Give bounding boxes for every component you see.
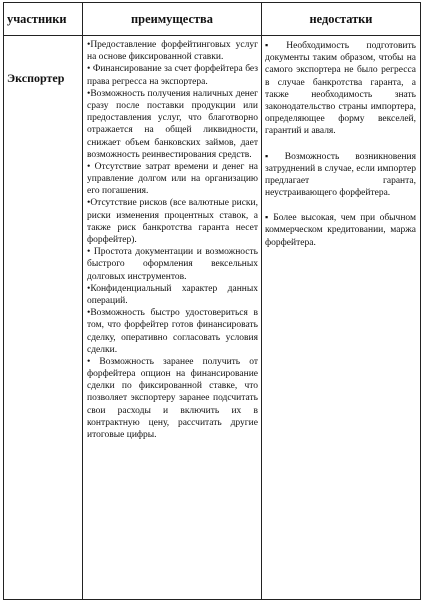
advantage-item: • Простота документации и возможность быстрого оформления вексельных долговых инструментов. <box>87 247 258 282</box>
square-bullet-icon <box>265 152 285 162</box>
disadvantage-item <box>265 150 416 200</box>
advantage-item: • Финансирование за счет форфейтера без права регресса на экспортера. <box>87 64 258 87</box>
header-advantages: преимущества <box>83 3 262 36</box>
advantage-item: • Отсутствие затрат времени и денег на управление долгом или на организацию его погашения. <box>87 161 258 197</box>
disadvantage-text: Необходимость подготовить документы таким образом, чтобы на самого экспортера не было регресса в случае банкротства гаранта, а также необходимость знать законодательство страны импортера, определяющее форму векселей, гарантий и аваля. <box>265 41 416 137</box>
disadvantage-item <box>265 39 416 138</box>
disadvantages-cell <box>262 36 421 600</box>
comparison-table <box>3 2 421 600</box>
advantage-item: • Возможность заранее получить от форфейтера опцион на финансирование сделки по фиксированной ставке, что позволяет экспортеру заранее подсчитать свои расходы и включить их в контрактную цену, рассчитать другие итоговые цифры. <box>87 356 258 440</box>
table-row <box>4 36 421 600</box>
advantage-item: •Предоставление форфейтинговых услуг на основе фиксированной ставки. <box>87 40 258 63</box>
disadvantage-item <box>265 211 416 249</box>
advantage-item: •Конфиденциальный характер данных операций. <box>87 283 258 306</box>
participant-cell: Экспортер <box>4 36 83 600</box>
square-bullet-icon <box>265 41 286 51</box>
advantage-item: •Возможность быстро удостовериться в том, что форфейтер готов финансировать сделку, оперативно согласовать условия сделки. <box>87 308 258 355</box>
advantages-cell <box>83 36 262 600</box>
document-page <box>3 2 420 600</box>
header-participants: участники <box>4 3 83 36</box>
header-row <box>4 3 421 36</box>
disadvantage-text: Возможность возникновения затруднений в случае, если импортер предлагает гаранта, неустраивающего форфейтера. <box>265 151 416 199</box>
advantage-item: •Возможность получения наличных денег сразу после поставки продукции или предоставления услуг, что благотворно отражается на общей ликвидности, снижает объем банковских займов, дает возможность реинвестирования средств. <box>87 88 258 160</box>
header-disadvantages: недостатки <box>262 3 421 36</box>
advantage-item: •Отсутствие рисков (все валютные риски, риски изменения процентных ставок, а также риск банкротства гаранта несет форфейтер). <box>87 198 258 245</box>
disadvantage-text: Более высокая, чем при обычном коммерческом кредитовании, маржа форфейтера. <box>265 213 416 248</box>
